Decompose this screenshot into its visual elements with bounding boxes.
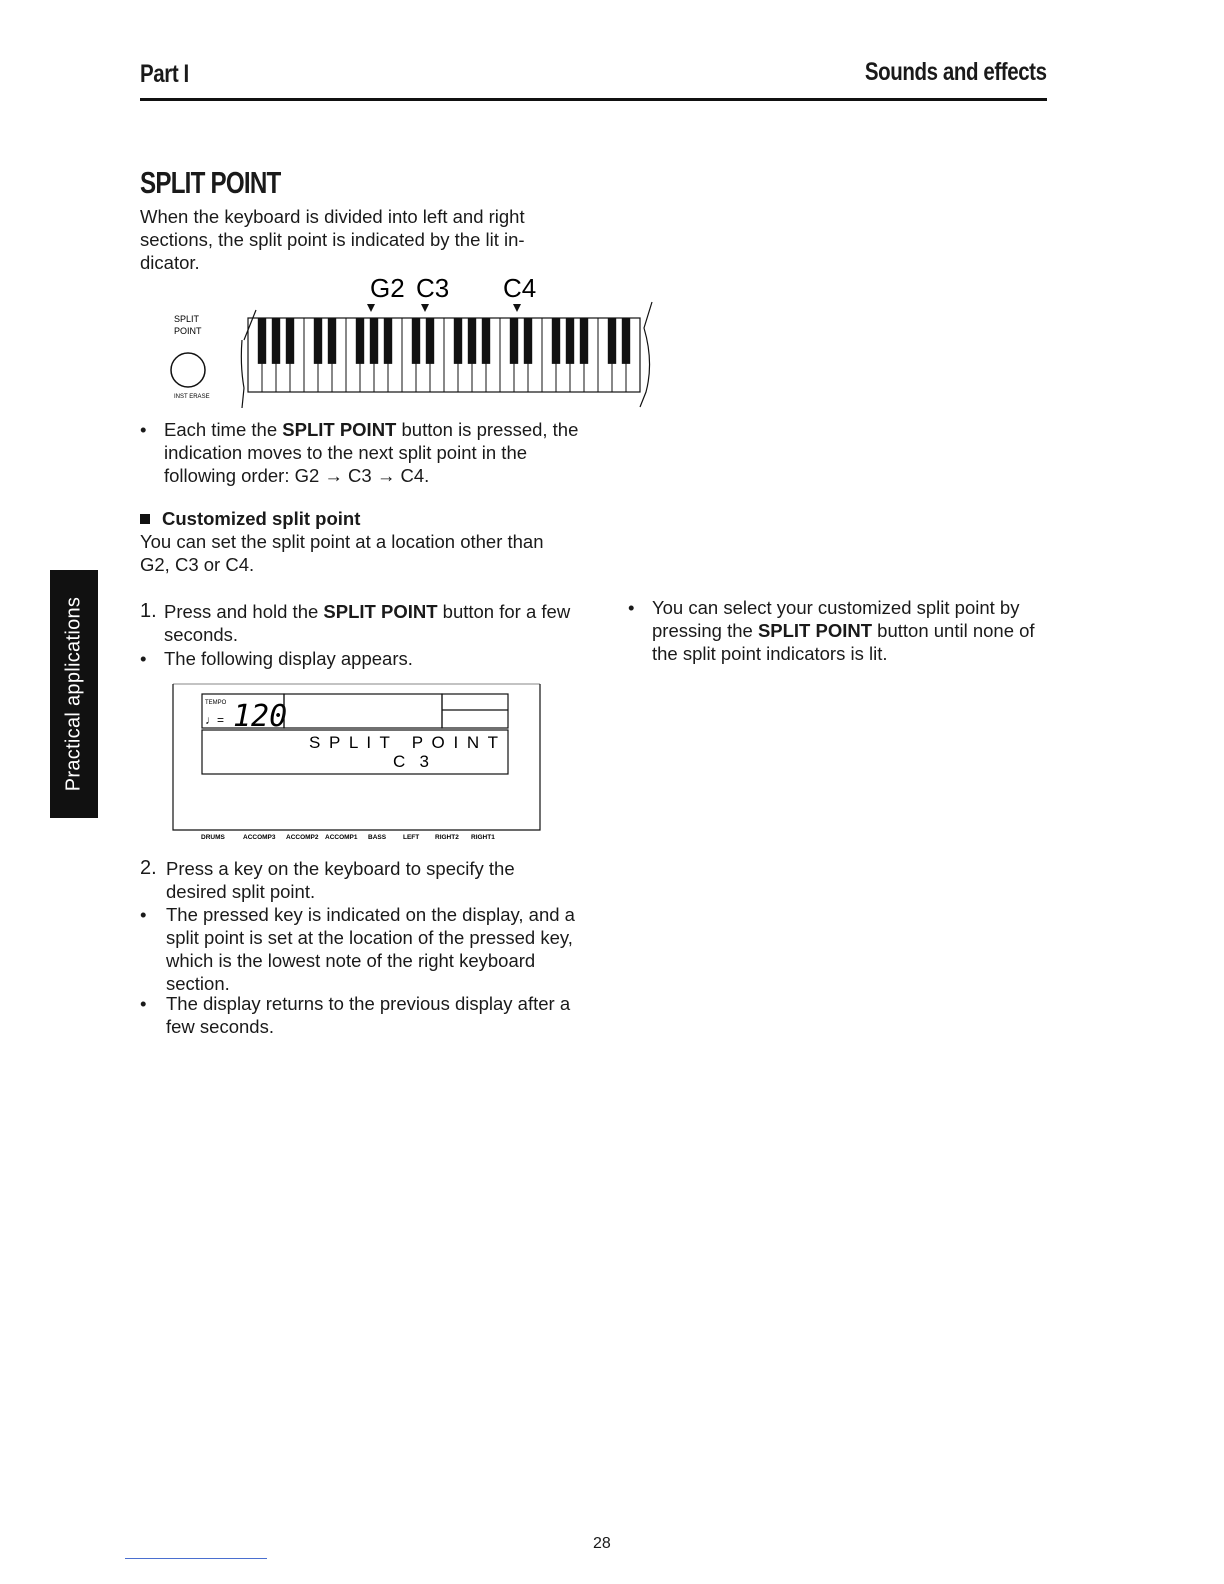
black-key (258, 318, 266, 364)
black-key (426, 318, 434, 364)
bullet-dot: • (140, 993, 147, 1014)
step-2-bullet-1 (140, 903, 575, 995)
black-key (552, 318, 560, 364)
lcd-line-1: S P L I T P O I N T (309, 733, 500, 752)
right-note-bold: SPLIT POINT (757, 620, 873, 641)
black-key (468, 318, 476, 364)
split-label-g2: G2 (370, 273, 405, 303)
lcd-part-label: LEFT (403, 834, 420, 841)
tempo-label: TEMPO (205, 700, 227, 706)
bullet-split-order (140, 418, 580, 487)
lcd-part-label: DRUMS (201, 834, 225, 841)
split-indicators (367, 304, 521, 312)
black-key (622, 318, 630, 364)
black-key (524, 318, 532, 364)
bullet-dot: • (140, 419, 147, 440)
keyboard-figure (140, 270, 660, 415)
lcd-part-label: BASS (368, 834, 387, 841)
black-key (328, 318, 336, 364)
black-key (482, 318, 490, 364)
tempo-value: 120 (233, 699, 288, 734)
step1-bold: SPLIT POINT (323, 601, 438, 622)
footer-line (125, 1558, 267, 1559)
right-note-post: button until none of the split point indicators is lit. (652, 620, 1035, 664)
indicator-g2 (367, 304, 375, 312)
split-point-button[interactable] (171, 353, 205, 387)
step-2-text: Press a key on the keyboard to specify the desired split point. (166, 858, 515, 902)
black-key (412, 318, 420, 364)
intro-paragraph: When the keyboard is divided into left and right sections, the split point is indicated by the lit in-dicator. (140, 206, 525, 273)
lcd-part-label: ACCOMP1 (325, 834, 358, 841)
black-key (370, 318, 378, 364)
step-2 (140, 857, 575, 903)
split-label-c3: C3 (416, 273, 450, 303)
right-note (628, 596, 1058, 665)
black-key (580, 318, 588, 364)
step1-pre: Press and hold the (164, 601, 324, 622)
square-bullet-icon (140, 514, 150, 524)
right-note-pre: You can select your customized split point by pressing the (652, 597, 1020, 641)
side-tab-label: Practical applications (62, 596, 85, 792)
subsection-title: Customized split point (162, 508, 361, 529)
tempo-eq: ♩= (205, 713, 225, 727)
lcd-part-label: RIGHT1 (471, 834, 495, 841)
black-key (384, 318, 392, 364)
lcd-part-label: RIGHT2 (435, 834, 459, 841)
lcd-line-2: C 3 (393, 752, 429, 771)
bullet1-pre: Each time the (164, 419, 283, 440)
black-key (356, 318, 364, 364)
black-key (566, 318, 574, 364)
black-key (272, 318, 280, 364)
indicator-c3 (421, 304, 429, 312)
bullet-dot: • (140, 904, 147, 925)
black-key (608, 318, 616, 364)
header-part: Part I (140, 60, 189, 88)
header-section: Sounds and effects (865, 58, 1047, 86)
step1-post: button for a few seconds. (164, 601, 571, 645)
step-1 (140, 600, 575, 646)
bullet1-bold: SPLIT POINT (282, 419, 397, 440)
keyboard-keys (248, 318, 640, 392)
black-key (286, 318, 294, 364)
step-2-number: 2. (140, 857, 157, 879)
bullet-dot: • (628, 597, 635, 618)
button-sublabel: INST ERASE (174, 394, 210, 400)
split-label-c4: C4 (503, 273, 537, 303)
step-1-bullet (140, 647, 575, 670)
step-1-bullet-text: The following display appears. (164, 648, 413, 669)
subsection-text: You can set the split point at a location other than G2, C3 or C4. (140, 531, 544, 575)
lcd-display-figure (165, 680, 545, 842)
header-rule (140, 98, 1047, 101)
step-1-number: 1. (140, 600, 157, 622)
lcd-part-label: ACCOMP3 (243, 834, 276, 841)
indicator-c4 (513, 304, 521, 312)
lcd-part-label: ACCOMP2 (286, 834, 319, 841)
black-key (314, 318, 322, 364)
side-tab (50, 570, 98, 818)
step-2-bullet-2-text: The display returns to the previous display after a few seconds. (166, 993, 571, 1037)
bullet-dot: • (140, 648, 147, 669)
step-2-bullet-1-text: The pressed key is indicated on the display, and a split point is set at the location of the pressed key, which is the lowest note of the right keyboard section. (166, 904, 575, 994)
page-number: 28 (593, 1535, 611, 1552)
button-label-split: SPLIT (174, 314, 200, 324)
bullet1-post: button is pressed, the indication moves to the next split point in the following order: G2 → C3 → C4. (164, 419, 579, 486)
section-title: SPLIT POINT (140, 165, 281, 200)
subsection-heading (140, 508, 360, 530)
black-key (510, 318, 518, 364)
black-key (454, 318, 462, 364)
button-label-point: POINT (174, 326, 202, 336)
step-2-bullet-2 (140, 992, 575, 1038)
